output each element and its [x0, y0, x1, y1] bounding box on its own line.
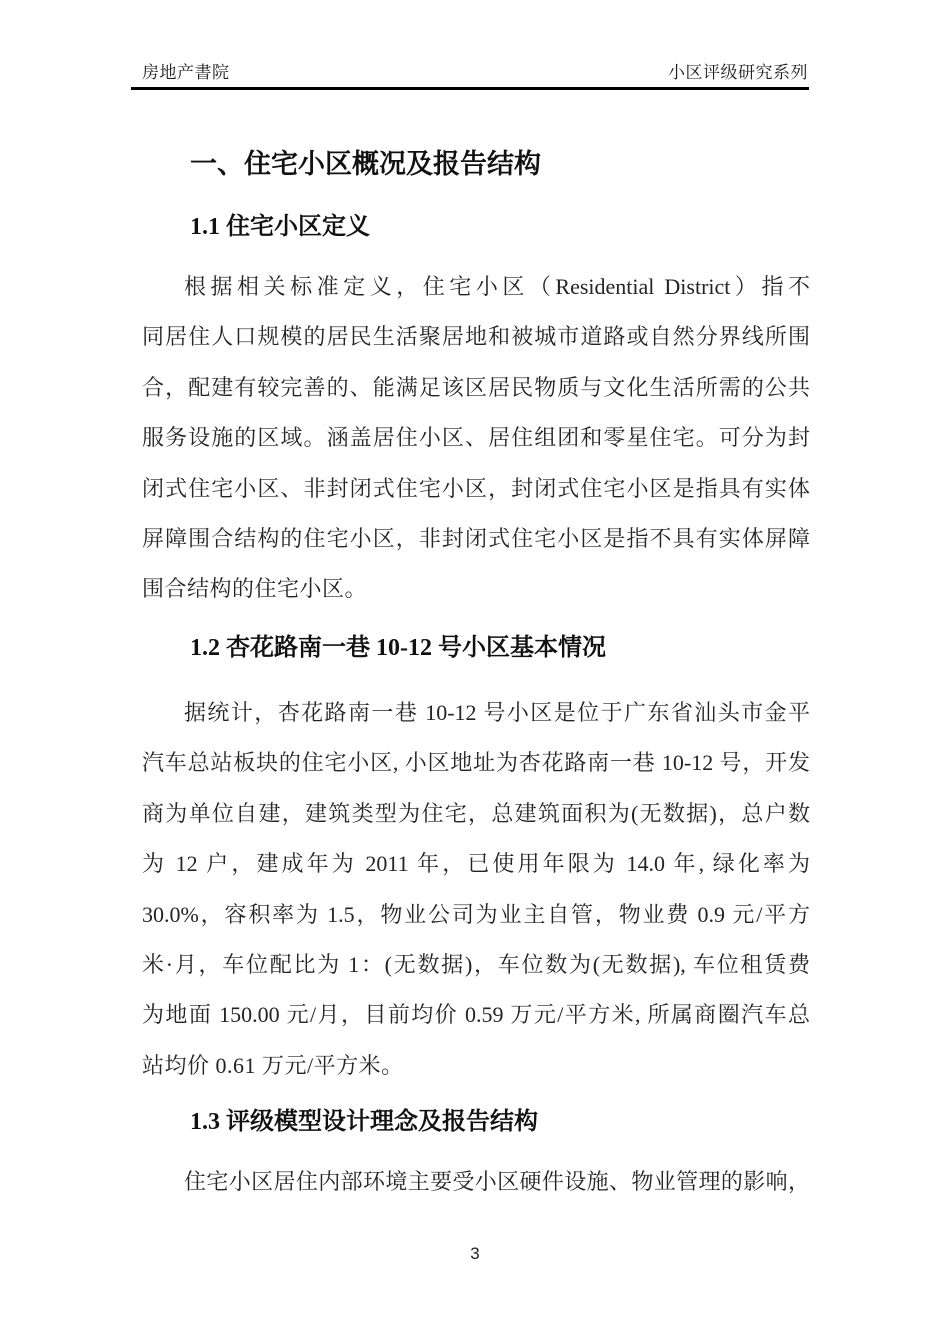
- header-left-text: 房地产書院: [142, 63, 230, 82]
- section-heading-1-2: 1.2 杏花路南一巷 10-12 号小区基本情况: [190, 635, 606, 661]
- section-heading-1-3: 1.3 评级模型设计理念及报告结构: [190, 1109, 538, 1135]
- paragraph-line: 根据相关标准定义，住宅小区（Residential District）指不: [184, 274, 810, 299]
- paragraph-line: 合，配建有较完善的、能满足该区居民物质与文化生活所需的公共: [142, 374, 810, 400]
- paragraph-line: 商为单位自建，建筑类型为住宅，总建筑面积为(无数据)，总户数: [142, 800, 810, 826]
- paragraph-1-3: [142, 1157, 810, 1207]
- paragraph-line: 据统计，杏花路南一巷 10-12 号小区是位于广东省汕头市金平: [184, 700, 810, 725]
- paragraph-line: 服务设施的区域。涵盖居住小区、居住组团和零星住宅。可分为封: [142, 425, 810, 451]
- paragraph-1-1: [142, 262, 810, 615]
- page-header: [142, 58, 808, 83]
- header-rule: [131, 87, 809, 90]
- paragraph-line: 米·月，车位配比为 1：(无数据)，车位数为(无数据), 车位租赁费: [142, 951, 810, 977]
- paragraph-line: 汽车总站板块的住宅小区, 小区地址为杏花路南一巷 10-12 号，开发: [142, 750, 810, 776]
- header-right-text: 小区评级研究系列: [668, 63, 808, 82]
- paragraph-line: 住宅小区居住内部环境主要受小区硬件设施、物业管理的影响，: [184, 1169, 810, 1194]
- page-number: 3: [470, 1244, 480, 1263]
- paragraph-1-2: [142, 688, 810, 1091]
- paragraph-line: 站均价 0.61 万元/平方米。: [142, 1052, 404, 1078]
- paragraph-line: 闭式住宅小区、非封闭式住宅小区，封闭式住宅小区是指具有实体: [142, 475, 810, 501]
- paragraph-line: 同居住人口规模的居民生活聚居地和被城市道路或自然分界线所围: [142, 324, 810, 350]
- paragraph-line: 围合结构的住宅小区。: [142, 576, 368, 602]
- paragraph-line: 为地面 150.00 元/月，目前均价 0.59 万元/平方米, 所属商圈汽车总: [142, 1002, 810, 1028]
- paragraph-line: 屏障围合结构的住宅小区，非封闭式住宅小区是指不具有实体屏障: [142, 525, 810, 551]
- paragraph-line: 为 12 户，建成年为 2011 年，已使用年限为 14.0 年, 绿化率为: [142, 851, 810, 877]
- doc-title: 一、住宅小区概况及报告结构: [190, 149, 541, 179]
- paragraph-line: 30.0%，容积率为 1.5，物业公司为业主自管，物业费 0.9 元/平方: [142, 901, 810, 927]
- section-heading-1-1: 1.1 住宅小区定义: [190, 214, 370, 240]
